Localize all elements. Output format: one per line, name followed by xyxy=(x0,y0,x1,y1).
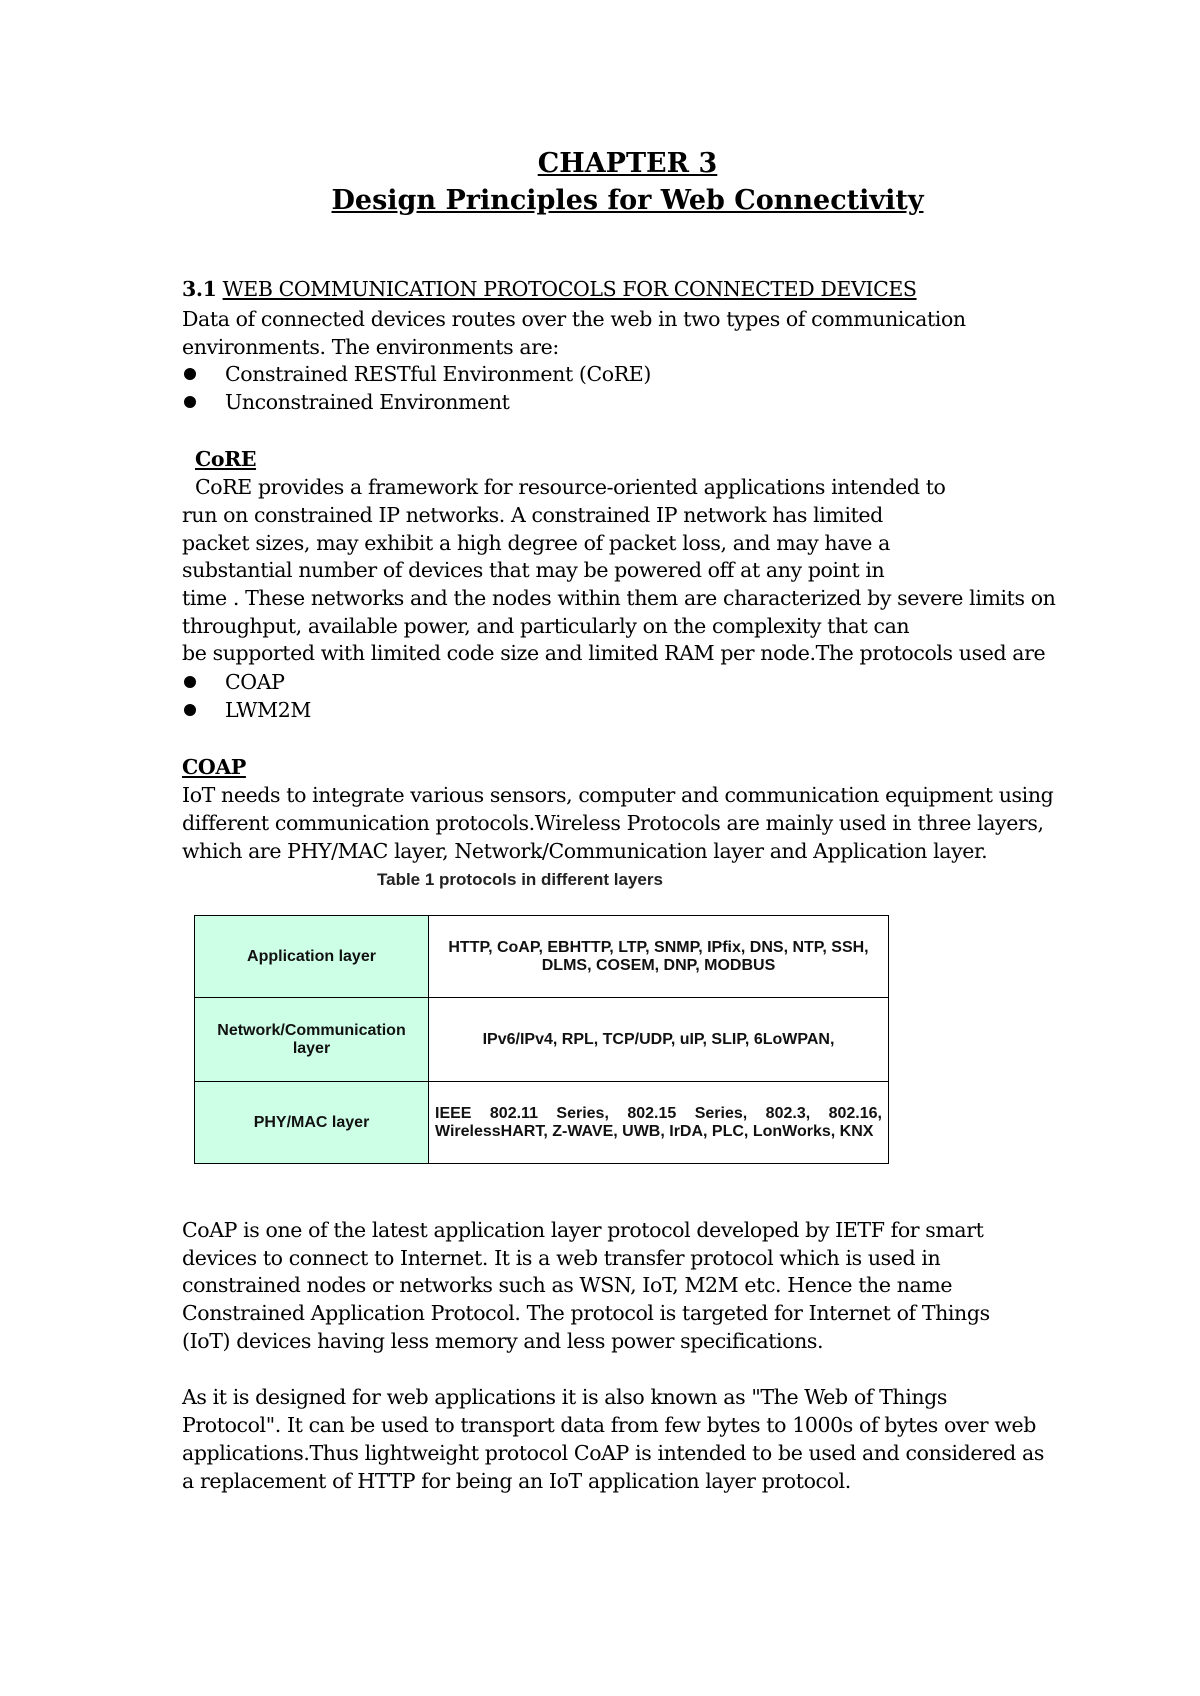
core-line: CoRE provides a framework for resource-oriented applications intended to xyxy=(195,475,946,499)
core-protocol-item: LWM2M xyxy=(225,698,311,722)
bullet-icon xyxy=(184,396,196,408)
paragraph-line: As it is designed for web applications it is also known as "The Web of Things xyxy=(182,1385,947,1409)
coap-heading: COAP xyxy=(182,755,246,779)
table-row xyxy=(195,916,889,998)
coap-line: different communication protocols.Wireless Protocols are mainly used in three layers, xyxy=(182,811,1044,835)
environment-item: Unconstrained Environment xyxy=(225,390,510,414)
chapter-title: Design Principles for Web Connectivity xyxy=(331,185,924,216)
paragraph-line: Protocol". It can be used to transport data from few bytes to 1000s of bytes over web xyxy=(182,1413,1036,1437)
paragraph-line: constrained nodes or networks such as WSN, IoT, M2M etc. Hence the name xyxy=(182,1273,953,1297)
paragraph-line: applications.Thus lightweight protocol CoAP is intended to be used and considered as xyxy=(182,1441,1044,1465)
bullet-icon xyxy=(184,676,196,688)
core-line: throughput, available power, and particularly on the complexity that can xyxy=(182,614,910,638)
protocols-cell: IEEE 802.11 Series, 802.15 Series, 802.3, 802.16, WirelessHART, Z-WAVE, UWB, IrDA, PLC, LonWorks, KNX xyxy=(429,1082,889,1164)
section-heading xyxy=(182,277,917,301)
section-title: WEB COMMUNICATION PROTOCOLS FOR CONNECTED DEVICES xyxy=(222,277,917,301)
table-row xyxy=(195,1082,889,1164)
core-line: run on constrained IP networks. A constrained IP network has limited xyxy=(182,503,883,527)
bullet-icon xyxy=(184,704,196,716)
section-intro-line: environments. The environments are: xyxy=(182,335,559,359)
coap-line: IoT needs to integrate various sensors, computer and communication equipment using xyxy=(182,783,1054,807)
paragraph-line: CoAP is one of the latest application layer protocol developed by IETF for smart xyxy=(182,1218,984,1242)
bullet-icon xyxy=(184,368,196,380)
paragraph-line: a replacement of HTTP for being an IoT application layer protocol. xyxy=(182,1469,851,1493)
core-line: packet sizes, may exhibit a high degree of packet loss, and may have a xyxy=(182,531,890,555)
protocols-cell: HTTP, CoAP, EBHTTP, LTP, SNMP, IPfix, DNS, NTP, SSH, DLMS, COSEM, DNP, MODBUS xyxy=(429,916,889,998)
core-line: time . These networks and the nodes within them are characterized by severe limits on xyxy=(182,586,1056,610)
core-heading: CoRE xyxy=(195,447,257,471)
layer-cell: Network/Communication layer xyxy=(195,998,429,1082)
section-number: 3.1 xyxy=(182,277,217,301)
paragraph-line: Constrained Application Protocol. The protocol is targeted for Internet of Things xyxy=(182,1301,990,1325)
section-intro-line: Data of connected devices routes over the web in two types of communication xyxy=(182,307,966,331)
table-row xyxy=(195,998,889,1082)
protocols-table xyxy=(194,915,889,1164)
paragraph-line: devices to connect to Internet. It is a web transfer protocol which is used in xyxy=(182,1246,941,1270)
layer-cell: Application layer xyxy=(195,916,429,998)
core-line: be supported with limited code size and limited RAM per node.The protocols used are xyxy=(182,641,1046,665)
paragraph-line: (IoT) devices having less memory and less power specifications. xyxy=(182,1329,824,1353)
layer-cell: PHY/MAC layer xyxy=(195,1082,429,1164)
environment-item: Constrained RESTful Environment (CoRE) xyxy=(225,362,651,386)
chapter-label: CHAPTER 3 xyxy=(537,148,718,179)
core-protocol-item: COAP xyxy=(225,670,285,694)
table-caption: Table 1 protocols in different layers xyxy=(377,870,663,889)
protocols-cell: IPv6/IPv4, RPL, TCP/UDP, uIP, SLIP, 6LoWPAN, xyxy=(429,998,889,1082)
core-line: substantial number of devices that may be powered off at any point in xyxy=(182,558,885,582)
coap-line: which are PHY/MAC layer, Network/Communication layer and Application layer. xyxy=(182,839,988,863)
